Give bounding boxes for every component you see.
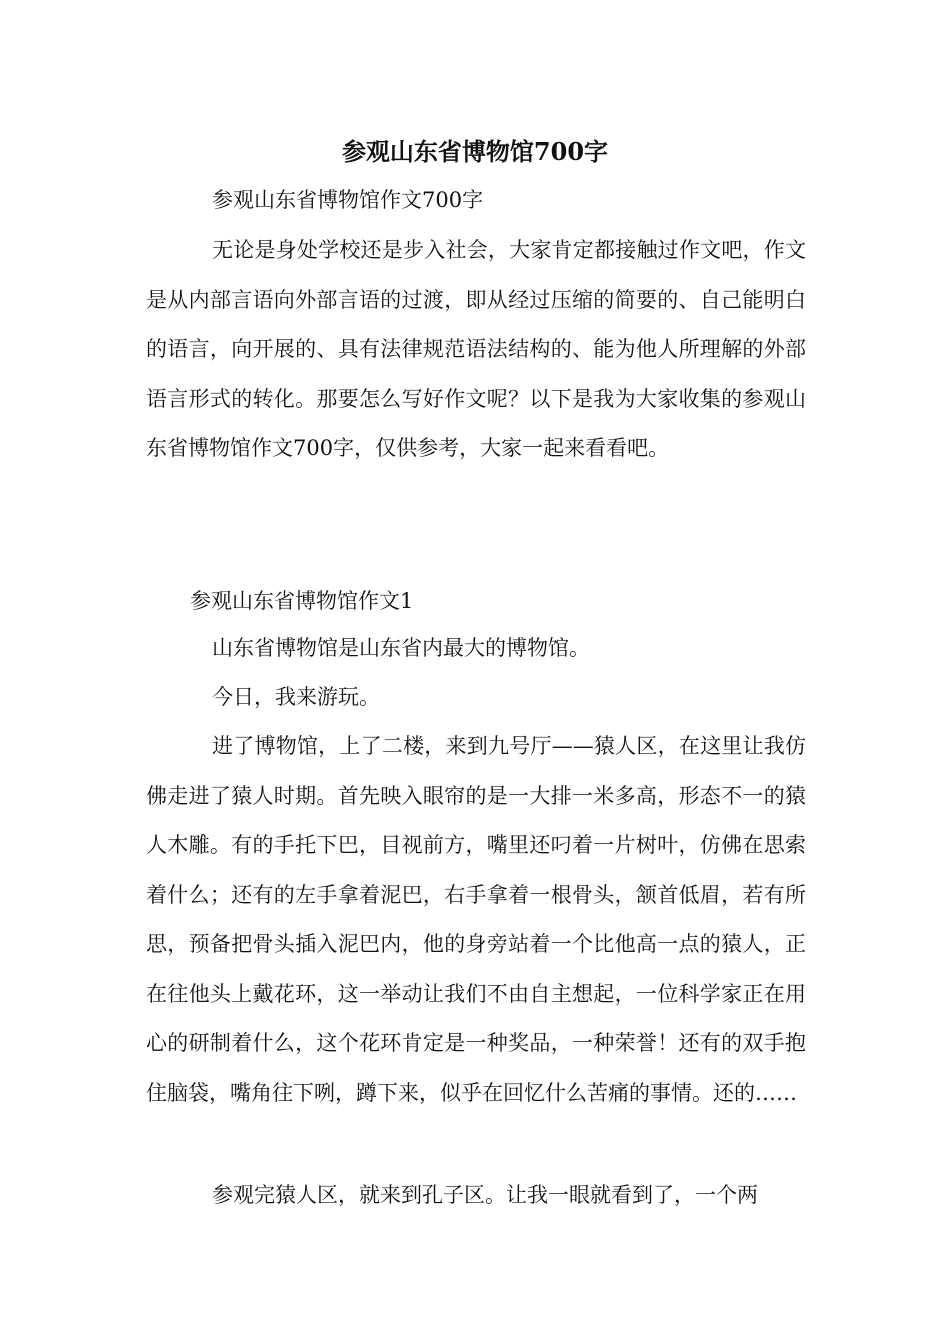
paragraph-confucius-area: 参观完猿人区，就来到孔子区。让我一眼就看到了，一个两 [212, 1183, 758, 1207]
paragraph-museum-intro: 山东省博物馆是山东省内最大的博物馆。 [212, 636, 590, 660]
intro-paragraph: 无论是身处学校还是步入社会，大家肯定都接触过作文吧，作文是从内部言语向外部言语的过渡，即从经过压缩的简要的、自己能明白的语言，向开展的、具有法律规范语法结构的、能为他人所理解的外部语言形式的转化。那要怎么写好作文呢？以下是我为大家收集的参观山东省博物馆作文700字，仅供参考，大家一起来看看吧。 [146, 238, 806, 460]
section-heading: 参观山东省博物馆作文1 [190, 589, 414, 613]
paragraph-today: 今日，我来游玩。 [212, 685, 380, 709]
document-title: 参观山东省博物馆700字 [341, 137, 609, 166]
paragraph-ape-man-area: 进了博物馆，上了二楼，来到九号厅——猿人区，在这里让我仿佛走进了猿人时期。首先映入眼帘的是一大排一米多高，形态不一的猿人木雕。有的手托下巴，目视前方，嘴里还叼着一片树叶，仿佛在思索着什么；还有的左手拿着泥巴，右手拿着一根骨头，颔首低眉，若有所思，预备把骨头插入泥巴内，他的身旁站着一个比他高一点的猿人，正在往他头上戴花环，这一举动让我们不由自主想起，一位科学家正在用心的研制着什么，这个花环肯定是一种奖品，一种荣誉！还有的双手抱住脑袋，嘴角往下咧，蹲下来，似乎在回忆什么苦痛的事情。还的…… [146, 734, 806, 1105]
document-subtitle: 参观山东省博物馆作文700字 [212, 188, 484, 212]
